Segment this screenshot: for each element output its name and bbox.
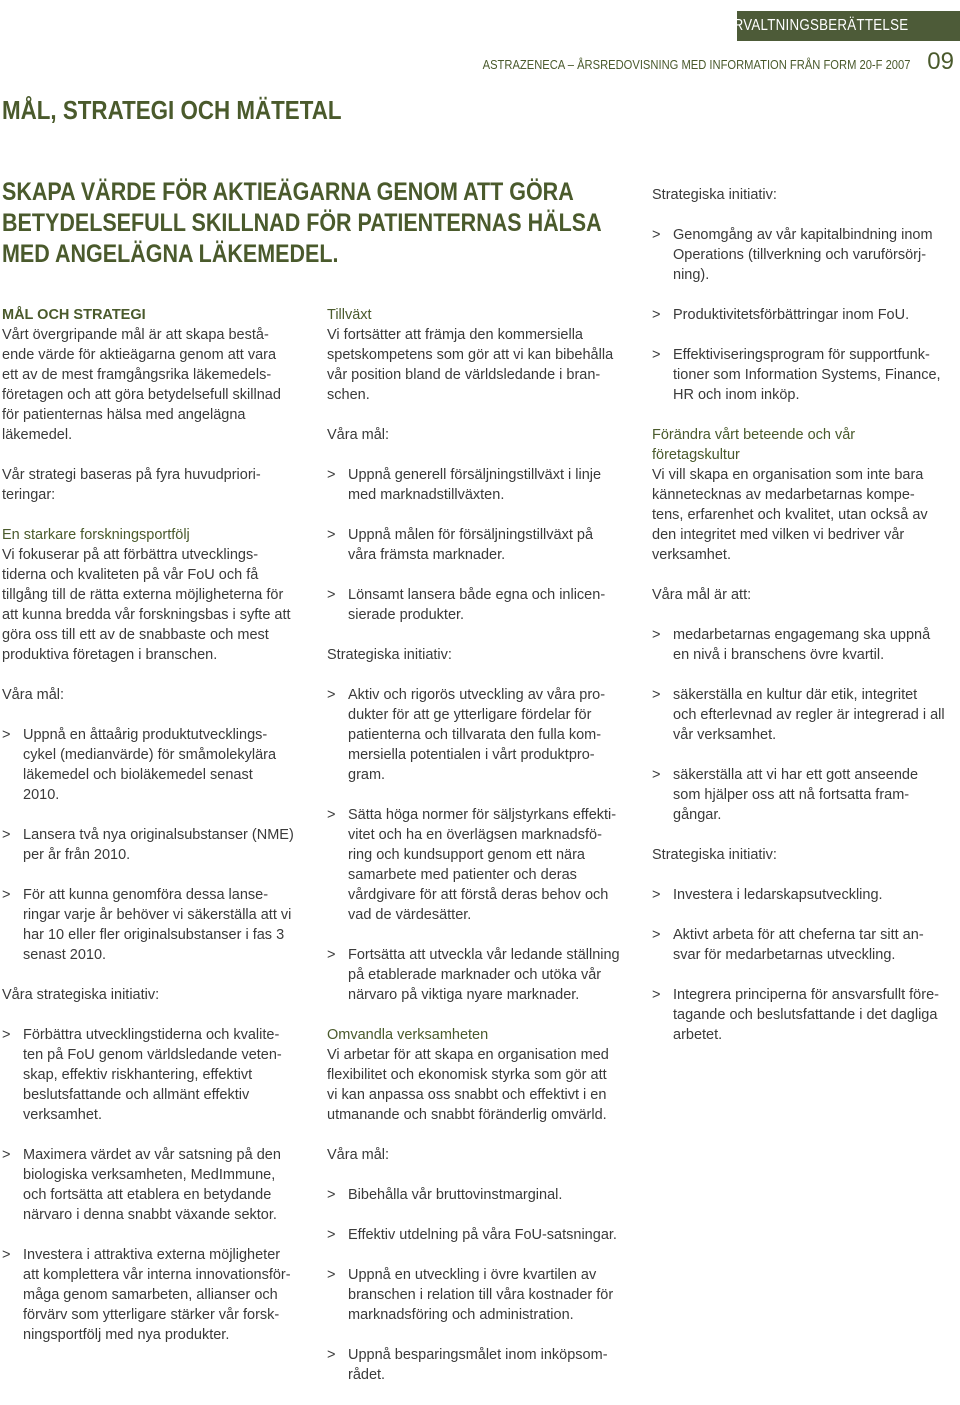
page-number: 09 <box>927 48 954 75</box>
bullet-item <box>2 825 312 865</box>
subheading-growth: Tillväxt <box>327 307 372 323</box>
bullet-item <box>327 1345 637 1385</box>
text-line: > Sätta höga normer för säljstyrkans effekti- <box>348 807 617 823</box>
text-line: Vi fokuserar på att förbättra utvecklings- <box>2 547 259 563</box>
text-line: sierade produkter. <box>348 607 465 623</box>
text-line: > Aktivt arbeta för att cheferna tar sitt an- <box>673 927 924 943</box>
transform-paragraph <box>327 1045 637 1125</box>
bullet-item <box>327 525 637 565</box>
text-line: dukter för att ge ytterligare fördelar för <box>348 707 592 723</box>
text-line: ten på FoU genom världsledande veten- <box>23 1047 282 1063</box>
text-line: och efterlevnad av regler är integrerad i all <box>673 707 945 723</box>
text-line: närvaro på viktiga nyare marknader. <box>348 987 580 1003</box>
bullet-item <box>652 925 958 965</box>
text-line: gram. <box>348 767 386 783</box>
growth-paragraph <box>327 325 637 405</box>
text-line: Vi fortsätter att främja den kommersiella <box>327 327 583 343</box>
text-line: cykel (medianvärde) för småmolekylära <box>23 747 277 763</box>
text-line: > Investera i attraktiva externa möjligheter <box>23 1247 281 1263</box>
text-line: ning). <box>673 267 710 283</box>
text-line: skap, effektiv riskhantering, effektivt <box>23 1067 253 1083</box>
text-line: flexibilitet och ekonomisk styrka som gör att <box>327 1067 607 1083</box>
text-line: teringar: <box>2 487 56 503</box>
text-line: > Uppnå en åttaårig produktutvecklings- <box>23 727 268 743</box>
bullet-item <box>327 1265 637 1325</box>
headline <box>2 177 602 270</box>
bullet-item <box>327 1185 637 1205</box>
text-line: patienterna och tillvarata den fulla kom- <box>348 727 602 743</box>
text-line: måga genom samarbeten, allianser och <box>23 1287 278 1303</box>
research-paragraph <box>2 545 312 665</box>
column-3 <box>652 185 958 1065</box>
text-line: vi kan anpassa oss snabbt och effektivt i en <box>327 1087 607 1103</box>
text-line: göra oss till ett av de snabbaste och mest <box>2 627 269 643</box>
subheading-research-portfolio: En starkare forskningsportfölj <box>2 527 190 543</box>
text-line: marknadsföring och administration. <box>348 1307 574 1323</box>
text-line: närvaro i denna snabbt växande sektor. <box>23 1207 277 1223</box>
bullet-item <box>2 725 312 805</box>
column-2 <box>327 305 637 1405</box>
text-line: Vårt övergripande mål är att skapa bestå- <box>2 327 269 343</box>
text-line: > säkerställa en kultur där etik, integritet <box>673 687 918 703</box>
text-line: branschen i relation till våra kostnader för <box>348 1287 614 1303</box>
text-line: har 10 eller fler originalsubstanser i fas 3 <box>23 927 285 943</box>
text-line: 2010. <box>23 787 60 803</box>
section-band <box>714 11 960 41</box>
intro-paragraph <box>2 325 312 445</box>
text-line: Vår strategi baseras på fyra huvudpriori- <box>2 467 261 483</box>
text-line: > Bibehålla vår bruttovinstmarginal. <box>348 1187 563 1203</box>
text-line: och fortsätta att etablera en betydande <box>23 1187 272 1203</box>
text-line: > Uppnå besparingsmålet inom inköpsom- <box>348 1347 608 1363</box>
bullet-item <box>327 945 637 1005</box>
text-line: BETYDELSEFULL SKILLNAD FÖR PATIENTERNAS HÄLSA <box>2 209 602 237</box>
text-line: HR och inom inköp. <box>673 387 800 403</box>
bullet-item <box>652 625 958 665</box>
initiatives-label: Strategiska initiativ: <box>652 847 777 863</box>
text-line: vår verksamhet. <box>673 727 777 743</box>
text-line: för patienternas hälsa med angelägna <box>2 407 246 423</box>
text-line: Förändra vårt beteende och vår <box>652 427 856 443</box>
bullet-item <box>2 1145 312 1225</box>
text-line: läkemedel och bioläkemedel senast <box>23 767 253 783</box>
bullet-item <box>2 1025 312 1125</box>
text-line: läkemedel. <box>2 427 73 443</box>
text-line: arbetet. <box>673 1027 723 1043</box>
text-line: ende värde för aktieägarna genom att vara <box>2 347 277 363</box>
text-line: rådet. <box>348 1367 386 1383</box>
text-line: > Effektiviseringsprogram för supportfunk- <box>673 347 930 363</box>
text-line: utmanande och snabbt föränderlig omvärld. <box>327 1107 607 1123</box>
strategy-paragraph <box>2 465 312 505</box>
column-1 <box>2 305 312 1365</box>
text-line: > Effektiv utdelning på våra FoU-satsningar. <box>348 1227 617 1243</box>
text-line: ningsportfölj med nya produkter. <box>23 1327 230 1343</box>
goals-label: Våra mål: <box>327 1147 390 1163</box>
text-line: > Förbättra utvecklingstiderna och kvalite- <box>23 1027 280 1043</box>
text-line: med marknadstillväxten. <box>348 487 505 503</box>
text-line: > Integrera principerna för ansvarsfullt före- <box>673 987 939 1003</box>
bullet-item <box>327 585 637 625</box>
text-line: vårdgivare för att förstå deras behov och <box>348 887 609 903</box>
text-line: som hjälper oss att nå fortsatta fram- <box>673 787 910 803</box>
section-heading-goals-strategy: MÅL OCH STRATEGI <box>2 307 146 323</box>
text-line: > säkerställa att vi har ett gott anseende <box>673 767 919 783</box>
text-line: gångar. <box>673 807 722 823</box>
text-line: företagskultur <box>652 447 740 463</box>
page-title: MÅL, STRATEGI OCH MÄTETAL <box>2 95 342 125</box>
section-title: FÖRVALTNINGSBERÄTTELSE <box>714 17 908 34</box>
text-line: kännetecknas av medarbetarnas kompe- <box>652 487 915 503</box>
text-line: Vi arbetar för att skapa en organisation med <box>327 1047 609 1063</box>
text-line: > Lansera två nya originalsubstanser (NME) <box>23 827 294 843</box>
bullet-item <box>652 985 958 1045</box>
text-line: tagande och beslutsfattande i det dagliga <box>673 1007 938 1023</box>
text-line: vad de värdesätter. <box>348 907 472 923</box>
text-line: produktiva företagen i branschen. <box>2 647 218 663</box>
text-line: svar för medarbetarnas utveckling. <box>673 947 896 963</box>
bullet-item <box>2 885 312 965</box>
text-line: > Investera i ledarskapsutveckling. <box>673 887 883 903</box>
bullet-item <box>327 805 637 925</box>
goals-label: Våra mål: <box>327 427 390 443</box>
text-line: ringar varje år behöver vi säkerställa att vi <box>23 907 292 923</box>
subheading-transform-business: Omvandla verksamheten <box>327 1027 489 1043</box>
text-line: mersiella potentialen i vårt produktpro- <box>348 747 595 763</box>
text-line: senast 2010. <box>23 947 107 963</box>
text-line: tens, erfarenhet och kvalitet, utan också av <box>652 507 928 523</box>
text-line: > Lönsamt lansera både egna och inlicen- <box>348 587 606 603</box>
text-line: ring och kundsupport genom ett nära <box>348 847 585 863</box>
bullet-item <box>652 345 958 405</box>
text-line: våra främsta marknader. <box>348 547 506 563</box>
bullet-item <box>652 685 958 745</box>
text-line: > Uppnå målen för försäljningstillväxt på <box>348 527 594 543</box>
bullet-item <box>652 225 958 285</box>
text-line: att komplettera vår interna innovationsför- <box>23 1267 291 1283</box>
text-line: vår position bland de världsledande i bran- <box>327 367 601 383</box>
initiatives-label: Våra strategiska initiativ: <box>2 987 160 1003</box>
bullet-item <box>652 885 958 905</box>
text-line: tioner som Information Systems, Finance, <box>673 367 941 383</box>
text-line: företagen och att göra betydelsefull skillnad <box>2 387 281 403</box>
text-line: den integritet med vilken vi bedriver vår <box>652 527 905 543</box>
text-line: > Aktiv och rigorös utveckling av våra pro- <box>348 687 606 703</box>
text-line: förvärv som ytterligare stärker vår forsk- <box>23 1307 280 1323</box>
text-line: > medarbetarnas engagemang ska uppnå <box>673 627 931 643</box>
text-line: verksamhet. <box>23 1107 102 1123</box>
text-line: > Maximera värdet av vår satsning på den <box>23 1147 281 1163</box>
text-line: > Fortsätta att utveckla vår ledande ställning <box>348 947 620 963</box>
goals-label: Våra mål är att: <box>652 587 752 603</box>
culture-paragraph <box>652 465 958 565</box>
initiatives-label: Strategiska initiativ: <box>327 647 452 663</box>
text-line: tiderna och kvaliteten på vår FoU och få <box>2 567 259 583</box>
text-line: > För att kunna genomföra dessa lanse- <box>23 887 269 903</box>
text-line: vitet och ha en överlägsen marknadsfö- <box>348 827 602 843</box>
bullet-item <box>652 765 958 825</box>
text-line: samarbete med patienter och deras <box>348 867 577 883</box>
text-line: SKAPA VÄRDE FÖR AKTIEÄGARNA GENOM ATT GÖRA <box>2 178 574 206</box>
text-line: att kunna bredda vår forskningsbas i syfte att <box>2 607 291 623</box>
subheading-culture <box>652 425 958 465</box>
text-line: schen. <box>327 387 370 403</box>
initiatives-label: Strategiska initiativ: <box>652 187 777 203</box>
text-line: en nivå i branschens övre kvartil. <box>673 647 885 663</box>
bullet-item <box>2 1245 312 1345</box>
text-line: på etablerade marknader och utöka vår <box>348 967 602 983</box>
text-line: Operations (tillverkning och varuförsörj- <box>673 247 927 263</box>
text-line: biologiska verksamheten, MedImmune, <box>23 1167 276 1183</box>
text-line: Vi vill skapa en organisation som inte bara <box>652 467 924 483</box>
text-line: verksamhet. <box>652 547 731 563</box>
bullet-item <box>327 1225 637 1245</box>
bullet-item <box>327 465 637 505</box>
goals-label: Våra mål: <box>2 687 65 703</box>
report-title: ASTRAZENECA – ÅRSREDOVISNING MED INFORMATION FRÅN FORM 20-F 2007 <box>482 57 910 72</box>
text-line: > Uppnå en utveckling i övre kvartilen av <box>348 1267 597 1283</box>
text-line: > Uppnå generell försäljningstillväxt i linje <box>348 467 602 483</box>
bullet-item <box>327 685 637 785</box>
text-line: > Produktivitetsförbättringar inom FoU. <box>673 307 910 323</box>
text-line: per år från 2010. <box>23 847 131 863</box>
text-line: spetskompetens som gör att vi kan bibehålla <box>327 347 614 363</box>
text-line: tillgång till de rätta externa möjligheterna för <box>2 587 284 603</box>
text-line: beslutsfattande och allmänt effektiv <box>23 1087 250 1103</box>
text-line: MED ANGELÄGNA LÄKEMEDEL. <box>2 240 339 268</box>
text-line: > Genomgång av vår kapitalbindning inom <box>673 227 933 243</box>
text-line: ett av de mest framgångsrika läkemedels- <box>2 367 272 383</box>
bullet-item <box>652 305 958 325</box>
